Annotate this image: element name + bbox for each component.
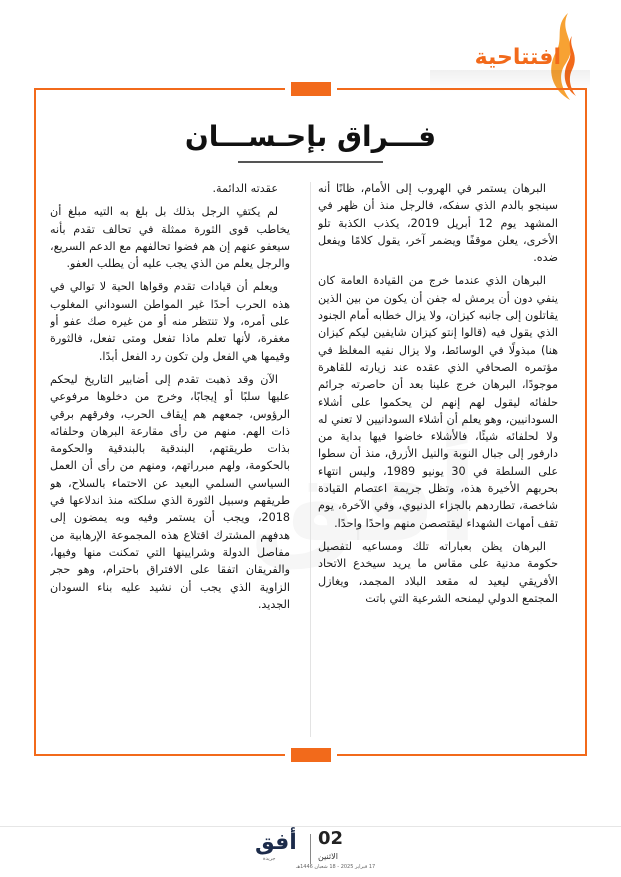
paragraph: البرهان يستمر في الهروب إلى الأمام، ظانًا أنه سينجو بالدم الذي سفكه، فالرجل منذ أن ظهر في المشهد يوم 12 أبريل 2019، يكذب الكذبة تلو الأخرى، يعلن موقفًا ويضمر آخر، يقول كلامًا ويفعل ضده. (318, 182, 558, 265)
issue-date: 17 فبراير 2025 - 18 شعبان 1446هـ (296, 864, 376, 870)
article-column-right (318, 180, 558, 740)
article-column-left (50, 180, 290, 740)
paragraph: البرهان الذي عندما خرج من القيادة العامة كان ينفي دون أن يرمش له جفن أن يكون من بين الذين يقاتلون إلى جانبه كيزان، ولا يزال خطابه أمام الجنود الذي يقول فيه (قالوا إنتو كيزان شايفين ليكم كيزان هنا) مبذولًا في الوسائط، ولا يزال نفيه المغلظ في مؤتمره الصحافي الذي عقده عند زيارته للقاهرة موجودًا، البرهان خرج علينا بعد أن حاصرته جرائم حلفائه ليقول لهم إنهم لن يحكموا على أشلاء السودانيين، وهو يعلم أن أشلاء السودانيين لا تعني له ولا لحلفائه شيئًا، فالأشلاء خاضوا فيها بداية من دارفور إلى جبال النوبة والنيل الأزرق، منذ أن سطوا على السلطة في 30 يونيو 1989، وليس انتهاء بحربهم الأخيرة هذه، وتظل جريمة اعتصام القيادة شاخصة، تطاردهم بالجزاء الدنيوي، وفي الآخرة، يوم تقف أمهات الشهداء ليقتصصن منهم واحدًا واحدًا. (318, 274, 558, 530)
section-label: افتتاحية (474, 45, 561, 70)
paragraph: لم يكتفِ الرجل بذلك بل بلغ به التيه مبلغ أن يخاطب قوى الثورة ممثلة في تحالف تقدم بأنه سيعفو عنهم إن هم فضوا تحالفهم مع الدعم السريع، والرجل يعلم من الذي يجب عليه أن يطلب العفو. (50, 205, 290, 271)
paragraph: ويعلم أن قيادات تقدم وقواها الحية لا توالي في هذه الحرب أحدًا غير المواطن السوداني المغلوب على أمره، ولا تنتظر منه أو من غيره صك عفو أو مغفرة، لأنها تعلم ماذا تفعل ومتى تفعل، فالثورة وقيمها هي الفعل ولن تكون رد الفعل أبدًا. (50, 280, 290, 363)
page-number: 02 (318, 828, 344, 849)
footer-divider (310, 834, 311, 864)
frame-tab-bottom (291, 748, 331, 762)
issue-day: الاثنين (318, 852, 338, 861)
paragraph: عقدته الدائمة. (212, 182, 278, 195)
paragraph: الآن وقد ذهبت تقدم إلى أضابير التاريخ ليحكم عليها سلبًا أو إيجابًا، وخرج من دخلوها مرفوعي الرؤوس، جمعهم هم إيقاف الحرب، وفرقهم برقي ذات الهم. منهم من رأى مقارعة البرهان وحلفائه بذات طريقتهم، البندقية بالبندقية والحكومة بالحكومة، ولهم مبرراتهم، ومنهم من رأى أن العمل السياسي السلمي البعيد عن الاحتماء بالسلاح، هو طريقهم وسبيل الثورة الذي سلكته منذ اندلاعها في 2018، ويجب أن يستمر وفيه وبه يمضون إلى هدفهم المشترك اقتلاع هذه المجموعة الإرهابية من مفاصل الدولة وشرايينها التي تمكنت منها وفيها، والفريقان اتفقا على الافتراق باحترام، وهو حجر الزاوية الذي يجب أن نشيد عليه بناء السودان الجديد. (50, 372, 290, 611)
footer-logo: أفق (255, 830, 297, 855)
column-divider (310, 182, 311, 737)
frame-tab-top (291, 82, 331, 96)
article-title: فـــراق بإحـســـان (184, 120, 437, 153)
footer-rule (0, 826, 621, 827)
footer-logo-subtitle: جريدة (263, 856, 276, 862)
title-underline (238, 161, 383, 163)
paragraph: البرهان يظن بعباراته تلك ومساعيه لتفصيل حكومة مدنية على مقاس ما يريد سيخدع الاتحاد الأفريقي ليعيد له مقعد البلاد المجمد، ويغازل المجتمع الدولي ليمنحه الشرعية التي باتت (318, 539, 558, 605)
